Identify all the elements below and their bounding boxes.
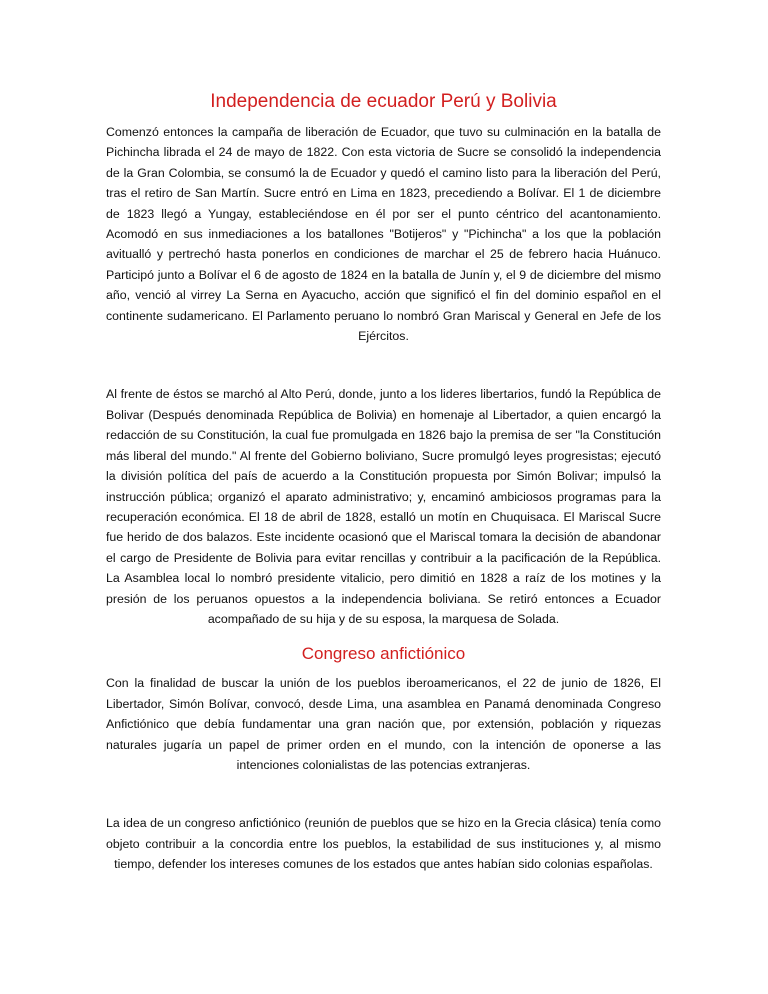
paragraph-bolivia: Al frente de éstos se marchó al Alto Perú, donde, junto a los lideres libertarios, fundó la República de Bolivar (Después denominada República de Bolivia) en homenaje al Libertador, a quien encargó la redacción de su Constitución, la cual fue promulgada en 1826 bajo la premisa de ser "la Constitución más liberal del mundo." Al frente del Gobierno boliviano, Sucre promulgó leyes progresistas; ejecutó la división política del país de acuerdo a la Constitución propuesta por Simón Bolivar; impulsó la instrucción pública; organizó el aparato administrativo; y, encaminó ambiciosos programas para la recuperación económica. El 18 de abril de 1828, estalló un motín en Chuquisaca. El Mariscal Sucre fue herido de dos balazos. Este incidente ocasionó que el Mariscal tomara la decisión de abandonar el cargo de Presidente de Bolivia para evitar rencillas y contribuir a la pacificación de la República. La Asamblea local lo nombró presidente vitalicio, pero dimitió en 1828 a raíz de los motines y la presión de los peruanos opuestos a la independencia boliviana. Se retiró entonces a Ecuador acompañado de su hija y de su esposa, la marquesa de Solada. [106, 387, 661, 626]
document-page [106, 88, 661, 875]
document-title: Independencia de ecuador Perú y Bolivia [210, 91, 557, 112]
paragraph-congreso-idea: La idea de un congreso anfictiónico (reunión de pueblos que se hizo en la Grecia clásica) tenía como objeto contribuir a la concordia entre los pueblos, la estabilidad de sus instituciones y, al mismo tiempo, defender los intereses comunes de los estados que antes habían sido colonias españolas. [106, 816, 661, 872]
section-title-congreso: Congreso anfictiónico [301, 644, 466, 664]
paragraph-spacer [106, 775, 661, 813]
paragraph-congreso-convocatoria: Con la finalidad de buscar la unión de los pueblos iberoamericanos, el 22 de junio de 1826, El Libertador, Simón Bolívar, convocó, desde Lima, una asamblea en Panamá denominada Congreso Anfictiónico que debía fundamentar una gran nación que, por extensión, población y riquezas naturales jugaría un papel de primer orden en el mundo, con la intención de oponerse a las intenciones colonialistas de las potencias extranjeras. [106, 676, 661, 772]
paragraph-ecuador-campaign: Comenzó entonces la campaña de liberación de Ecuador, que tuvo su culminación en la batalla de Pichincha librada el 24 de mayo de 1822. Con esta victoria de Sucre se consolidó la independencia de la Gran Colombia, se consumó la de Ecuador y quedó el camino listo para la liberación del Perú, tras el retiro de San Martín. Sucre entró en Lima en 1823, precediendo a Bolívar. El 1 de diciembre de 1823 llegó a Yungay, estableciéndose en él por ser el punto céntrico del acantonamiento. Acomodó en sus inmediaciones a los batallones "Botijeros" y "Pichincha" a los que la población avitualló y pertrechó hasta ponerlos en condiciones de marchar el 25 de febrero hacia Huánuco. Participó junto a Bolívar el 6 de agosto de 1824 en la batalla de Junín y, el 9 de diciembre del mismo año, venció al virrey La Serna en Ayacucho, acción que significó el fin del dominio español en el continente sudamericano. El Parlamento peruano lo nombró Gran Mariscal y General en Jefe de los Ejércitos. [106, 125, 661, 344]
paragraph-spacer [106, 346, 661, 384]
